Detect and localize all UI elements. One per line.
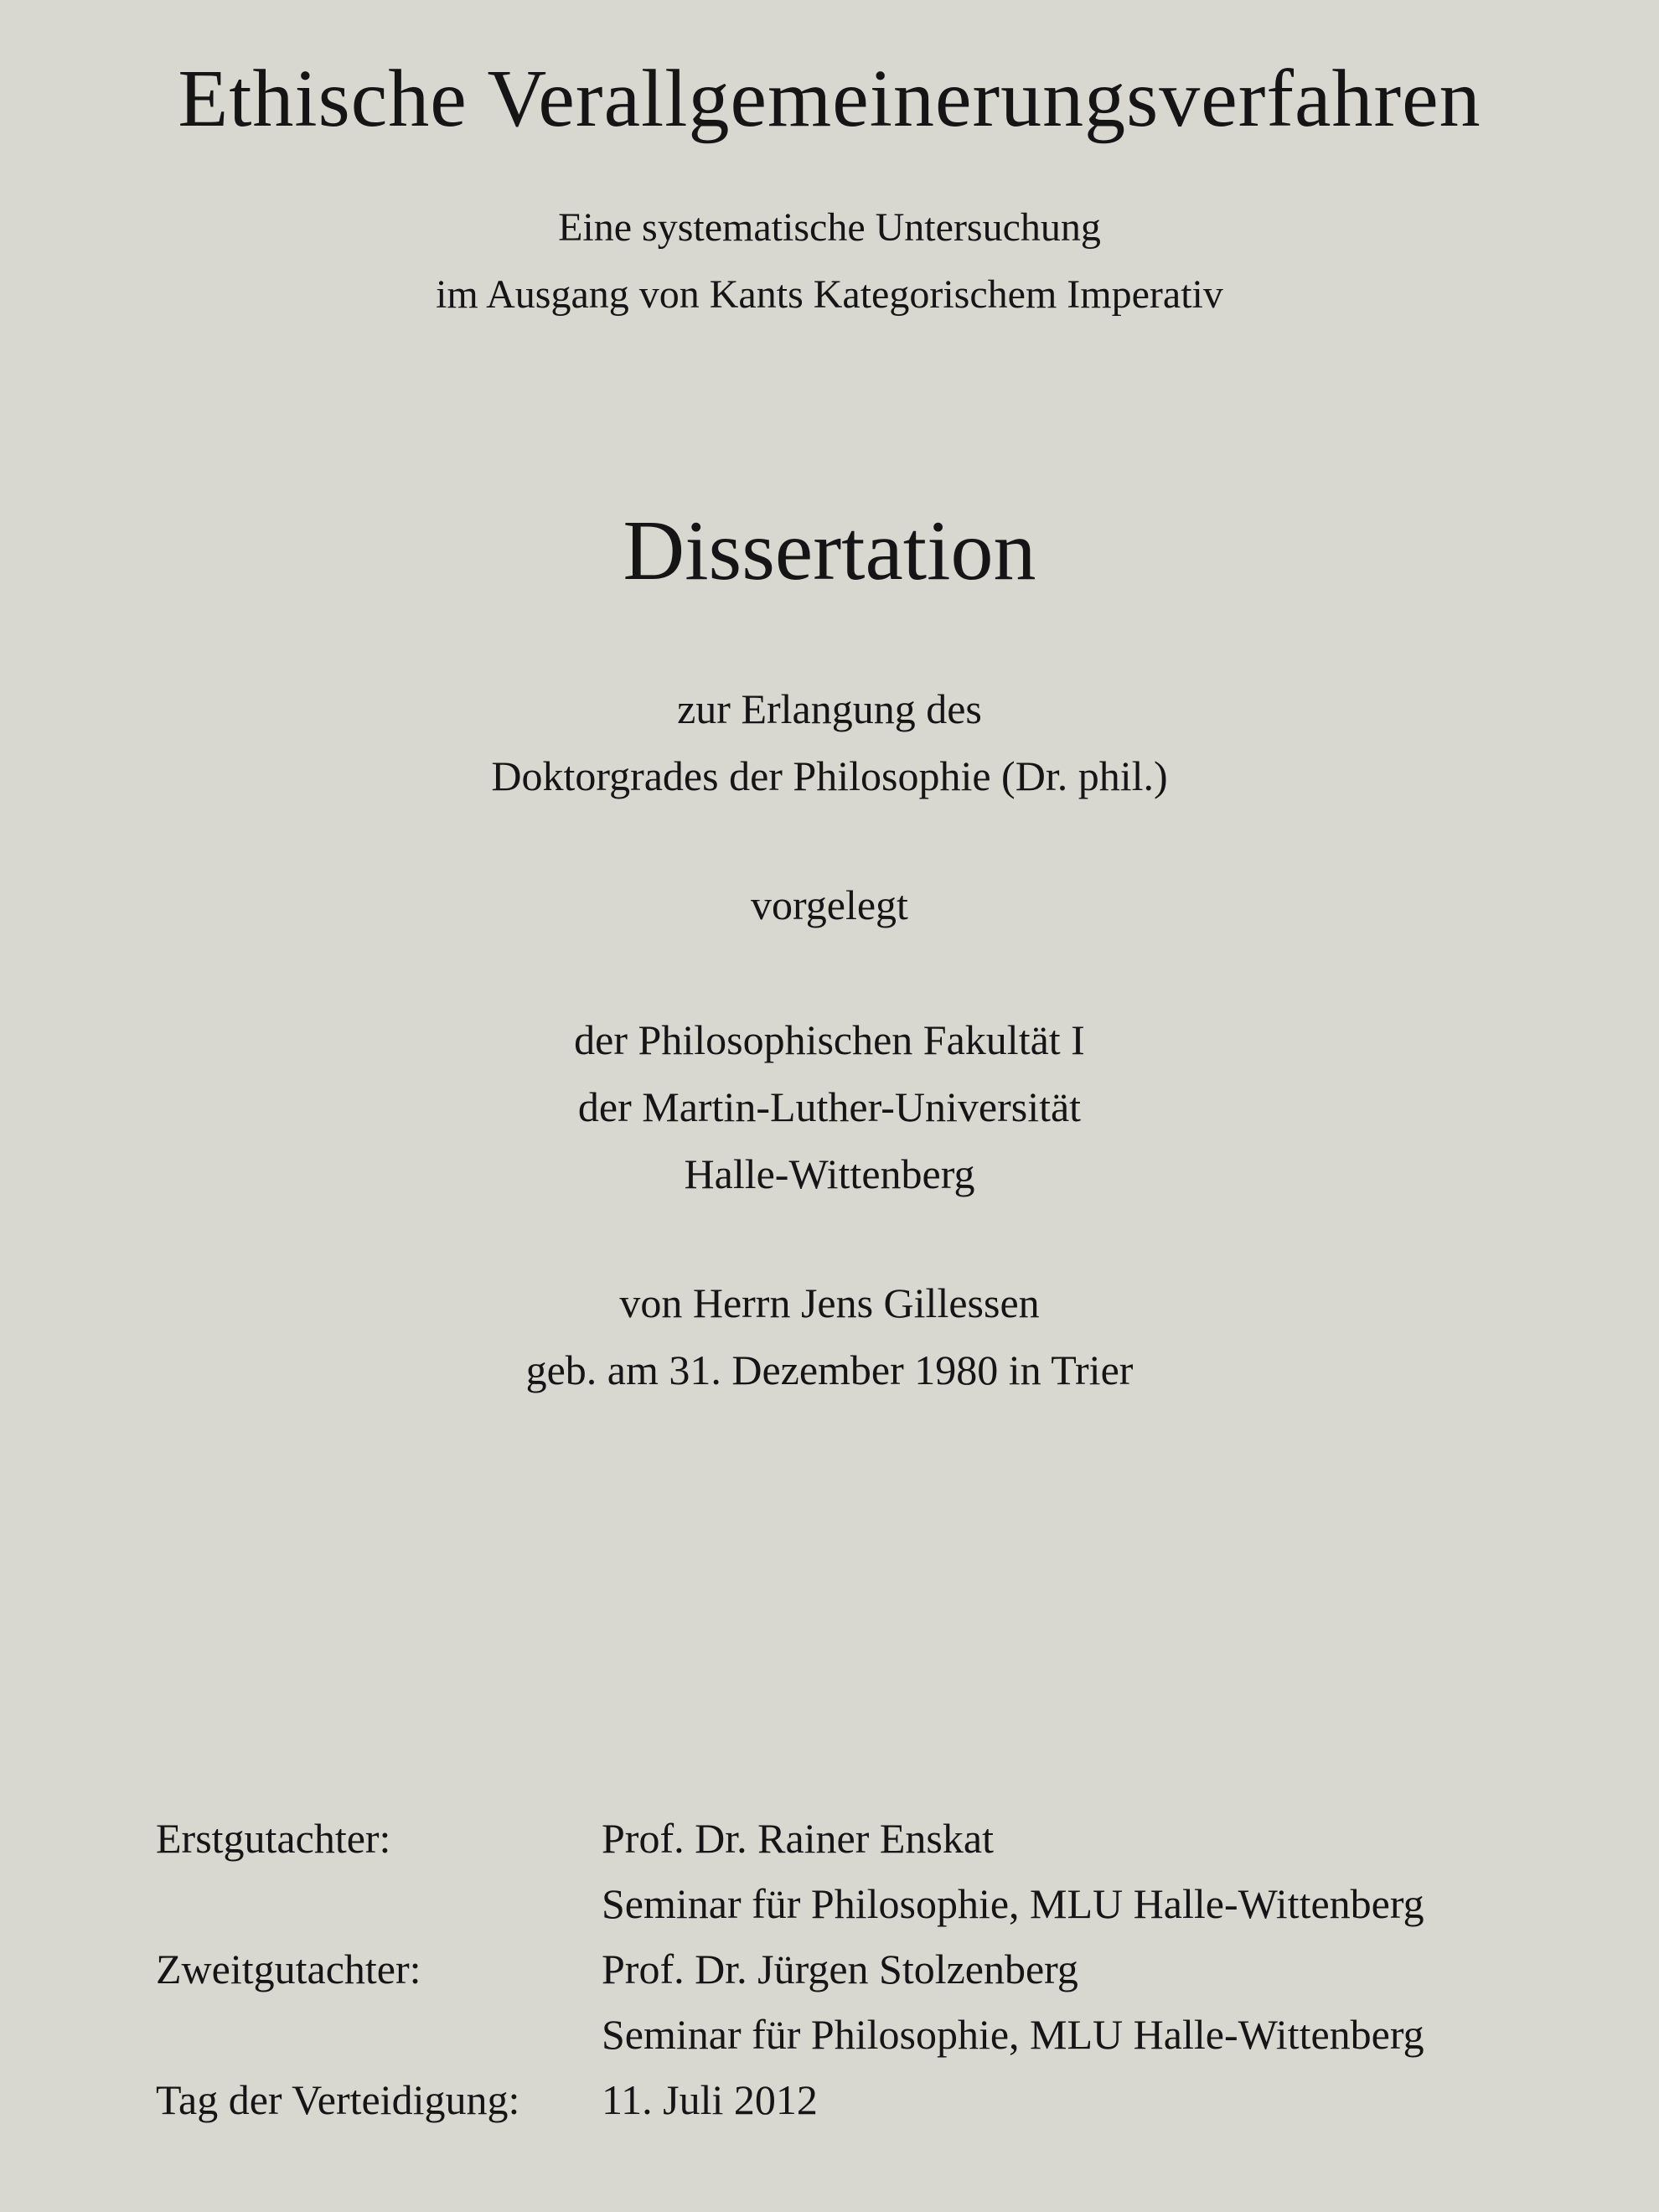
defense-label: Tag der Verteidigung: — [156, 2076, 520, 2123]
first-referee-affiliation: Seminar für Philosophie, MLU Halle-Wittenberg — [602, 1880, 1424, 1927]
institution-line-1: der Philosophischen Fakultät I — [574, 1016, 1085, 1063]
defense-date: 11. Juli 2012 — [602, 2076, 818, 2123]
second-referee-affiliation: Seminar für Philosophie, MLU Halle-Wittenberg — [602, 2011, 1424, 2058]
second-referee-affiliation-spacer — [156, 2002, 602, 2067]
referees-block — [156, 1806, 1538, 2132]
defense-row — [156, 2067, 1538, 2132]
dissertation-title: Ethische Verallgemeinerungsverfahren — [178, 54, 1481, 144]
author-line: von Herrn Jens Gillessen — [619, 1279, 1040, 1326]
institution-line-3: Halle-Wittenberg — [684, 1150, 975, 1197]
submitted-label: vorgelegt — [751, 881, 908, 928]
birth-line: geb. am 31. Dezember 1980 in Trier — [525, 1346, 1134, 1393]
subtitle-line-1: Eine systematische Untersuchung — [558, 205, 1101, 250]
dissertation-label: Dissertation — [623, 504, 1036, 598]
institution-line-2: der Martin-Luther-Universität — [577, 1083, 1082, 1130]
second-referee-label: Zweitgutachter: — [156, 1946, 421, 1992]
first-referee-name: Prof. Dr. Rainer Enskat — [602, 1815, 994, 1862]
first-referee-row — [156, 1806, 1538, 1871]
subtitle-line-2: im Ausgang von Kants Kategorischem Imperativ — [436, 272, 1223, 317]
second-referee-name: Prof. Dr. Jürgen Stolzenberg — [602, 1946, 1078, 1992]
first-referee-affiliation-row — [156, 1871, 1538, 1936]
purpose-line-1: zur Erlangung des — [677, 685, 982, 732]
first-referee-label: Erstgutachter: — [156, 1815, 391, 1862]
second-referee-row — [156, 1936, 1538, 2002]
first-referee-affiliation-spacer — [156, 1871, 602, 1936]
purpose-line-2: Doktorgrades der Philosophie (Dr. phil.) — [491, 752, 1168, 799]
second-referee-affiliation-row — [156, 2002, 1538, 2067]
